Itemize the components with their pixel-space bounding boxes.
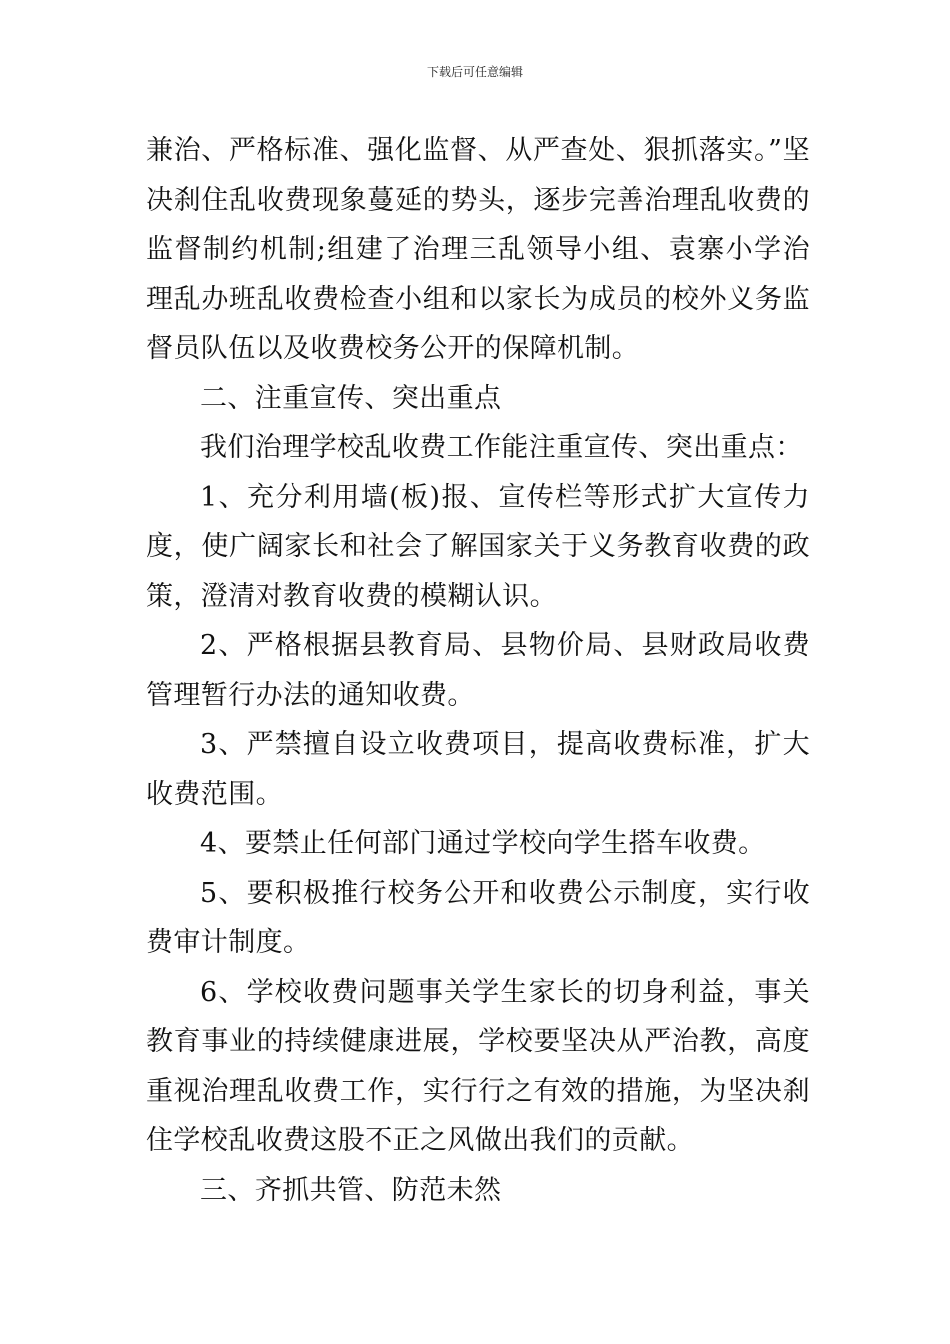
list-item-2: 2、严格根据县教育局、县物价局、县财政局收费管理暂行办法的通知收费。 [146, 630, 810, 711]
list-item-3: 3、严禁擅自设立收费项目，提高收费标准，扩大收费范围。 [146, 729, 810, 810]
list-item-6: 6、学校收费问题事关学生家长的切身利益，事关教育事业的持续健康进展，学校要坚决从严治教，高度重视治理乱收费工作，实行行之有效的措施，为坚决刹住学校乱收费这股不正之风做出我们的贡献。 [146, 976, 810, 1156]
list-item-1: 1、充分利用墙(板)报、宣传栏等形式扩大宣传力度，使广阔家长和社会了解国家关于义务教育收费的政策，澄清对教育收费的模糊认识。 [146, 481, 810, 612]
section-heading-3: 三、齐抓共管、防范未然 [200, 1174, 502, 1206]
list-item-4: 4、要禁止任何部门通过学校向学生搭车收费。 [200, 828, 766, 859]
section-heading-2: 二、注重宣传、突出重点 [200, 382, 502, 414]
paragraph-intro: 我们治理学校乱收费工作能注重宣传、突出重点： [200, 432, 803, 463]
page-header: 下载后可任意编辑 [426, 65, 523, 79]
paragraph-continued: 兼治、严格标准、强化监督、从严查处、狠抓落实。”坚决刹住乱收费现象蔓延的势头，逐步完善治理乱收费的监督制约机制;组建了治理三乱领导小组、袁寨小学治理乱办班乱收费检查小组和以家长为成员的校外义务监督员队伍以及收费校务公开的保障机制。 [146, 135, 810, 364]
list-item-5: 5、要积极推行校务公开和收费公示制度，实行收费审计制度。 [146, 877, 810, 958]
document-body [146, 126, 810, 1215]
